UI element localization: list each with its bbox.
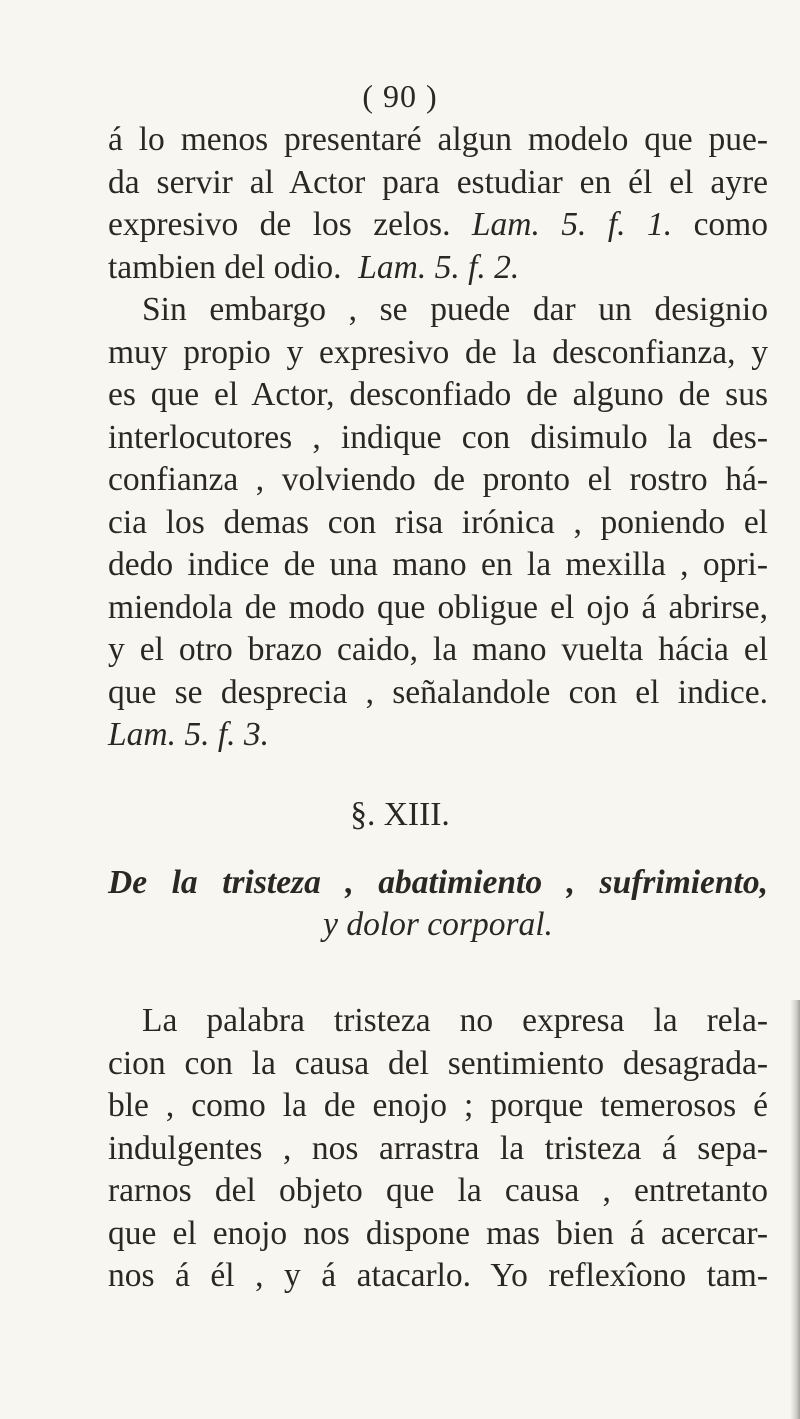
text-line: indulgentes , nos arrastra la tristeza á sepa- (108, 1129, 768, 1167)
text-line: que el enojo nos dispone mas bien á acercar- (108, 1214, 768, 1252)
text-line: muy propio y expresivo de la desconfianza, y (108, 333, 768, 371)
text-line (108, 247, 768, 290)
text-line: cion con la causa del sentimiento desagrada- (108, 1044, 768, 1082)
text-line: interlocutores , indique con disimulo la des- (108, 418, 768, 456)
text-line: cia los demas con risa irónica , poniendo el (108, 503, 768, 541)
paragraph-2 (108, 289, 768, 757)
plate-reference: Lam. 5. f. 1. (471, 206, 673, 243)
heading-line: De la tristeza , abatimiento , sufrimiento, (108, 864, 768, 901)
page-edge-shadow (790, 1000, 800, 1419)
text-line: confianza , volviendo de pronto el rostro há- (108, 461, 768, 498)
text-line: dedo indice de una mano en la mexilla , opri- (108, 546, 768, 583)
text-fragment: como (693, 206, 768, 243)
section-heading (108, 862, 768, 946)
text-line: que se desprecia , señalandole con el indice. (108, 673, 768, 711)
text-line: Sin embargo , se puede dar un designio (142, 291, 768, 328)
text-line: rarnos del objeto que la causa , entretanto (108, 1172, 768, 1209)
paragraph-1 (108, 119, 768, 289)
plate-reference: Lam. 5. f. 2. (358, 248, 520, 286)
text-line: ble , como la de enojo ; porque temerosos é (108, 1087, 768, 1124)
text-line: da servir al Actor para estudiar en él el ayre (108, 163, 768, 201)
section-number: §. XIII. (350, 796, 450, 833)
text-line: La palabra tristeza no expresa la rela- (142, 1002, 768, 1039)
paragraph-3 (108, 1000, 768, 1298)
text-line: y el otro brazo caido, la mano vuelta hácia el (108, 631, 768, 668)
page-number: ( 90 ) (362, 78, 438, 114)
text-line: nos á él , y á atacarlo. Yo reflexîono tam- (108, 1257, 768, 1294)
text-line (108, 204, 768, 247)
text-line: miendola de modo que obligue el ojo á abrirse, (108, 588, 768, 626)
text-fragment: tambien del odio. (108, 248, 342, 286)
plate-reference: Lam. 5. f. 3. (108, 716, 270, 753)
text-line: á lo menos presentaré algun modelo que pue- (108, 121, 768, 158)
text-fragment: expresivo de los zelos. (108, 206, 451, 243)
heading-line: y dolor corporal. (323, 906, 553, 943)
text-line: es que el Actor, desconfiado de alguno de sus (108, 376, 768, 413)
